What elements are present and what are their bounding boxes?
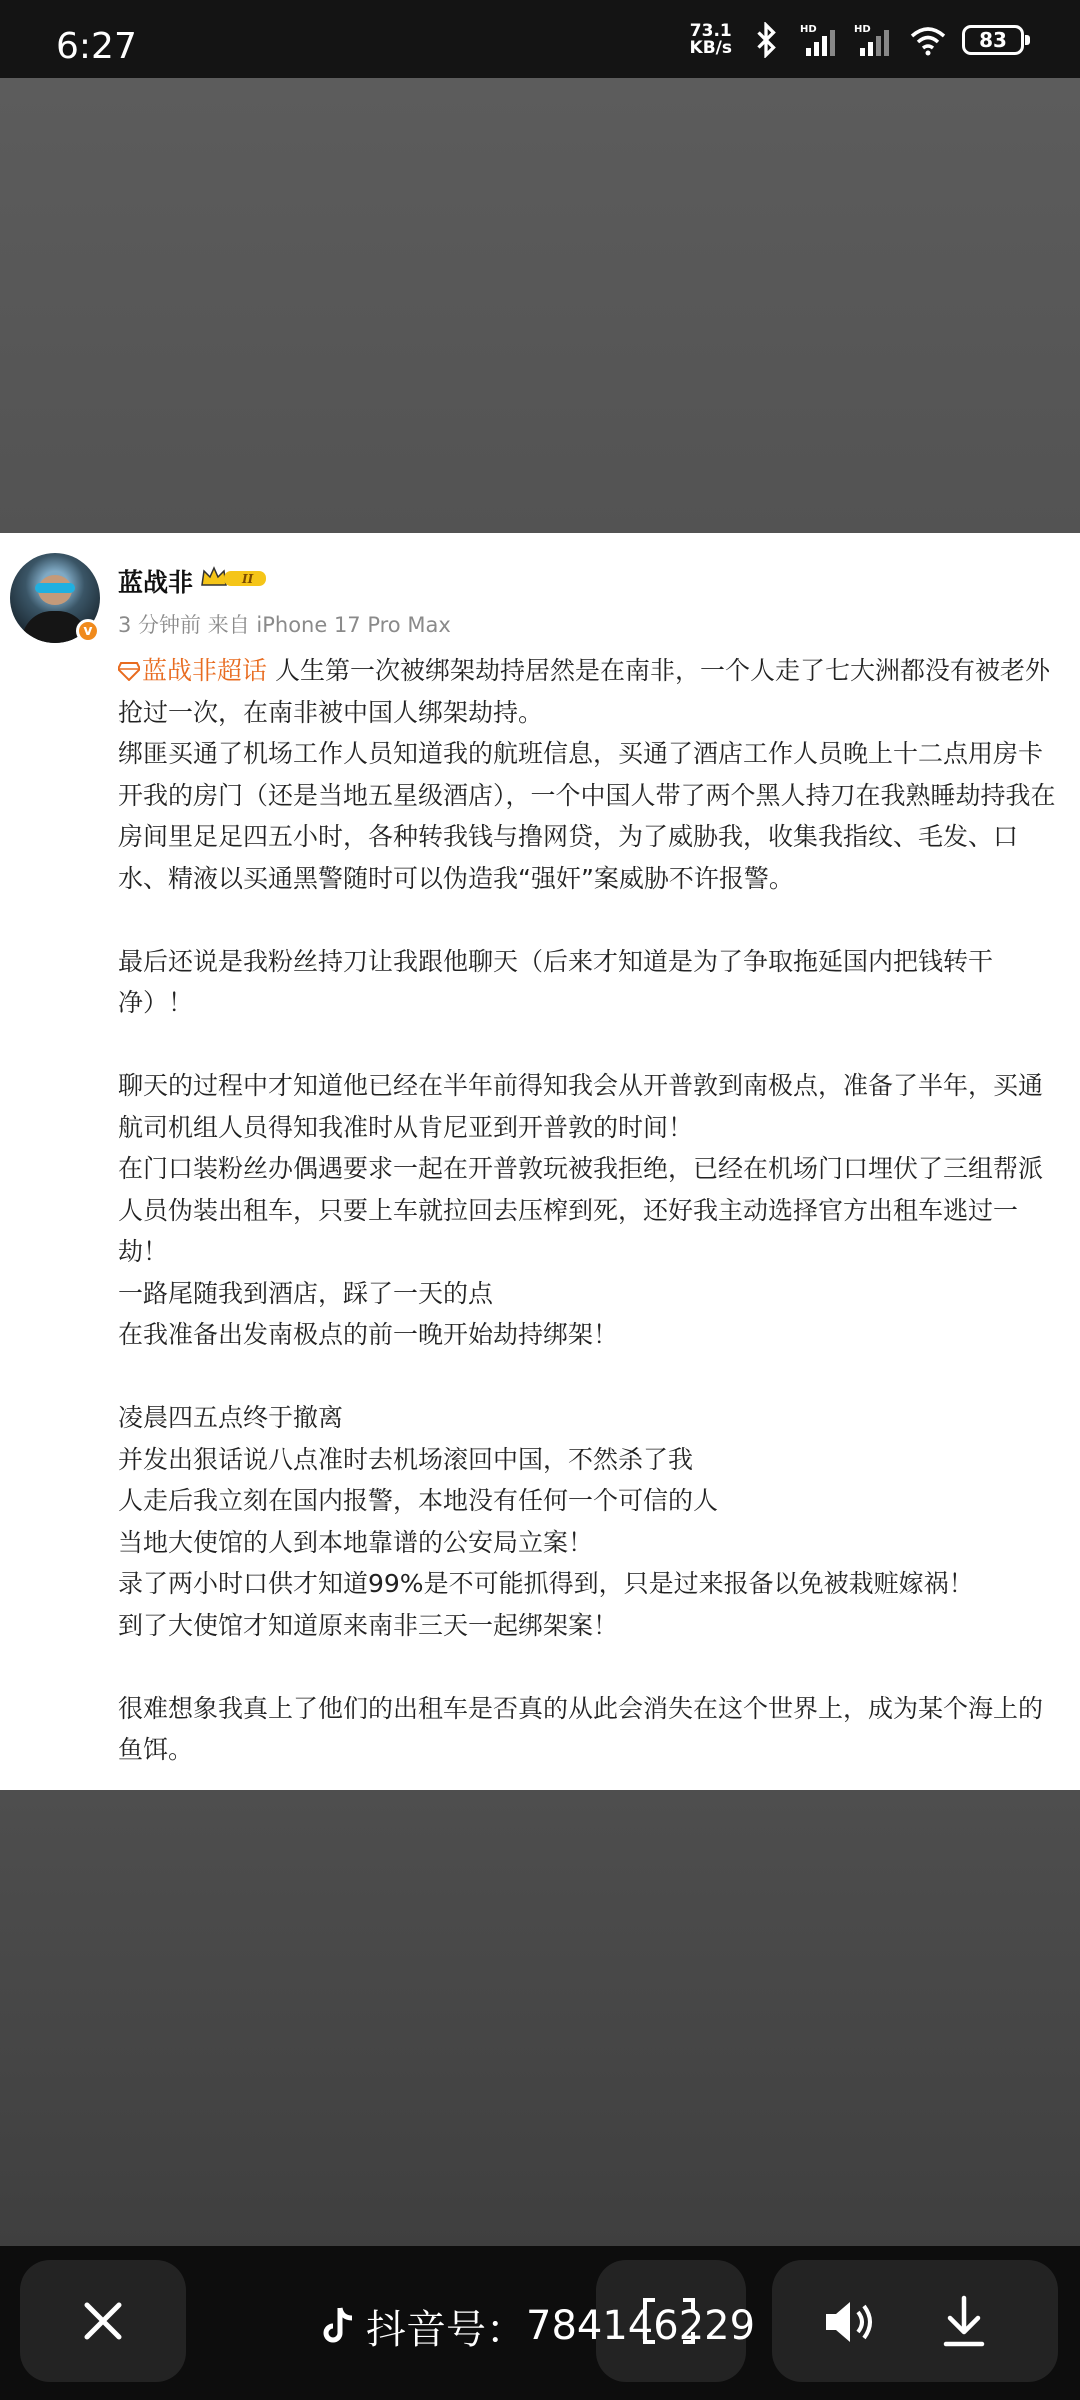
battery-indicator: 83 xyxy=(962,25,1024,55)
status-icons xyxy=(690,20,1024,60)
avatar-glasses xyxy=(35,583,75,593)
tiktok-logo-icon xyxy=(322,2306,356,2346)
super-topic-link[interactable]: 蓝战非超话 xyxy=(118,656,267,685)
wifi-icon xyxy=(908,22,948,58)
svg-text:HD: HD xyxy=(854,24,871,35)
paragraph: 录了两小时口供才知道99%是不可能抓得到，只是过来报备以免被栽赃嫁祸！ xyxy=(118,1569,974,1598)
paragraph: 凌晨四五点终于撤离 xyxy=(118,1403,344,1432)
media-actions xyxy=(772,2260,1058,2382)
post-body xyxy=(118,650,1058,1771)
paragraph-gap xyxy=(118,1356,1058,1398)
status-bar xyxy=(0,0,1080,78)
tiktok-label: 抖音号： xyxy=(366,2306,526,2353)
paragraph: 蓝战非超话 人生第一次被绑架劫持居然是在南非，一个人走了七大洲都没有被老外抢过一次，在南非被中国人绑架劫持。 xyxy=(118,656,1050,727)
close-icon xyxy=(83,2301,123,2341)
weibo-post-card xyxy=(0,533,1080,1790)
svg-text:HD: HD xyxy=(800,24,817,35)
volume-icon[interactable] xyxy=(822,2298,878,2346)
paragraph: 在我准备出发南极点的前一晚开始劫持绑架！ xyxy=(118,1320,619,1349)
username[interactable]: 蓝战非 xyxy=(118,568,194,597)
status-time: 6:27 xyxy=(56,26,137,67)
paragraph: 到了大使馆才知道原来南非三天一起绑架案！ xyxy=(118,1610,619,1640)
close-button[interactable] xyxy=(20,2260,186,2382)
paragraph: 当地大使馆的人到本地靠谱的公安局立案！ xyxy=(118,1527,594,1557)
bottom-control-bar xyxy=(0,2246,1080,2400)
download-icon[interactable] xyxy=(940,2294,988,2348)
paragraph: 人走后我立刻在国内报警，本地没有任何一个可信的人 xyxy=(118,1486,719,1515)
tiktok-watermark xyxy=(322,2296,755,2356)
paragraph: 一路尾随我到酒店，踩了一天的点 xyxy=(118,1278,494,1308)
network-speed: 73.1 KB/s xyxy=(689,21,732,58)
paragraph: 聊天的过程中才知道他已经在半年前得知我会从开普敦到南极点，准备了半年，买通航司机组人员得知我准时从肯尼亚到开普敦的时间！ xyxy=(118,1071,1044,1142)
paragraph-gap xyxy=(118,1024,1058,1066)
paragraph: 最后还说是我粉丝持刀让我跟他聊天（后来才知道是为了争取拖延国内把钱转干净）！ xyxy=(118,946,994,1017)
post-meta: 3 分钟前 来自 iPhone 17 Pro Max xyxy=(118,613,451,637)
paragraph: 很难想象我真上了他们的出租车是否真的从此会消失在这个世界上，成为某个海上的鱼饵。 xyxy=(118,1693,1044,1764)
crown-level-badge-icon xyxy=(200,565,270,589)
diamond-topic-icon xyxy=(118,661,140,681)
signal-icon-2 xyxy=(854,22,894,58)
signal-icon xyxy=(800,22,840,58)
svg-text:II: II xyxy=(242,572,254,586)
verified-icon: v xyxy=(76,619,100,643)
bluetooth-icon xyxy=(746,22,786,58)
paragraph: 绑匪买通了机场工作人员知道我的航班信息，买通了酒店工作人员晚上十二点用房卡开我的房门（还是当地五星级酒店），一个中国人带了两个黑人持刀在我熟睡劫持我在房间里足足四五小时，各种转我钱与撸网贷，为了威胁我，收集我指纹、毛发、口水、精液以买通黑警随时可以伪造我“强奸”案威胁不许报警。 xyxy=(118,739,1056,893)
dim-backdrop-top xyxy=(0,78,1080,533)
paragraph: 并发出狠话说八点准时去机场滚回中国，不然杀了我 xyxy=(118,1444,694,1474)
tiktok-id: 784146229 xyxy=(526,2303,756,2349)
dim-backdrop-bottom xyxy=(0,1790,1080,2246)
paragraph-gap xyxy=(118,899,1058,941)
paragraph: 在门口装粉丝办偶遇要求一起在开普敦玩被我拒绝，已经在机场门口埋伏了三组帮派人员伪装出租车，只要上车就拉回去压榨到死，还好我主动选择官方出租车逃过一劫！ xyxy=(118,1154,1044,1266)
paragraph-gap xyxy=(118,1646,1058,1688)
